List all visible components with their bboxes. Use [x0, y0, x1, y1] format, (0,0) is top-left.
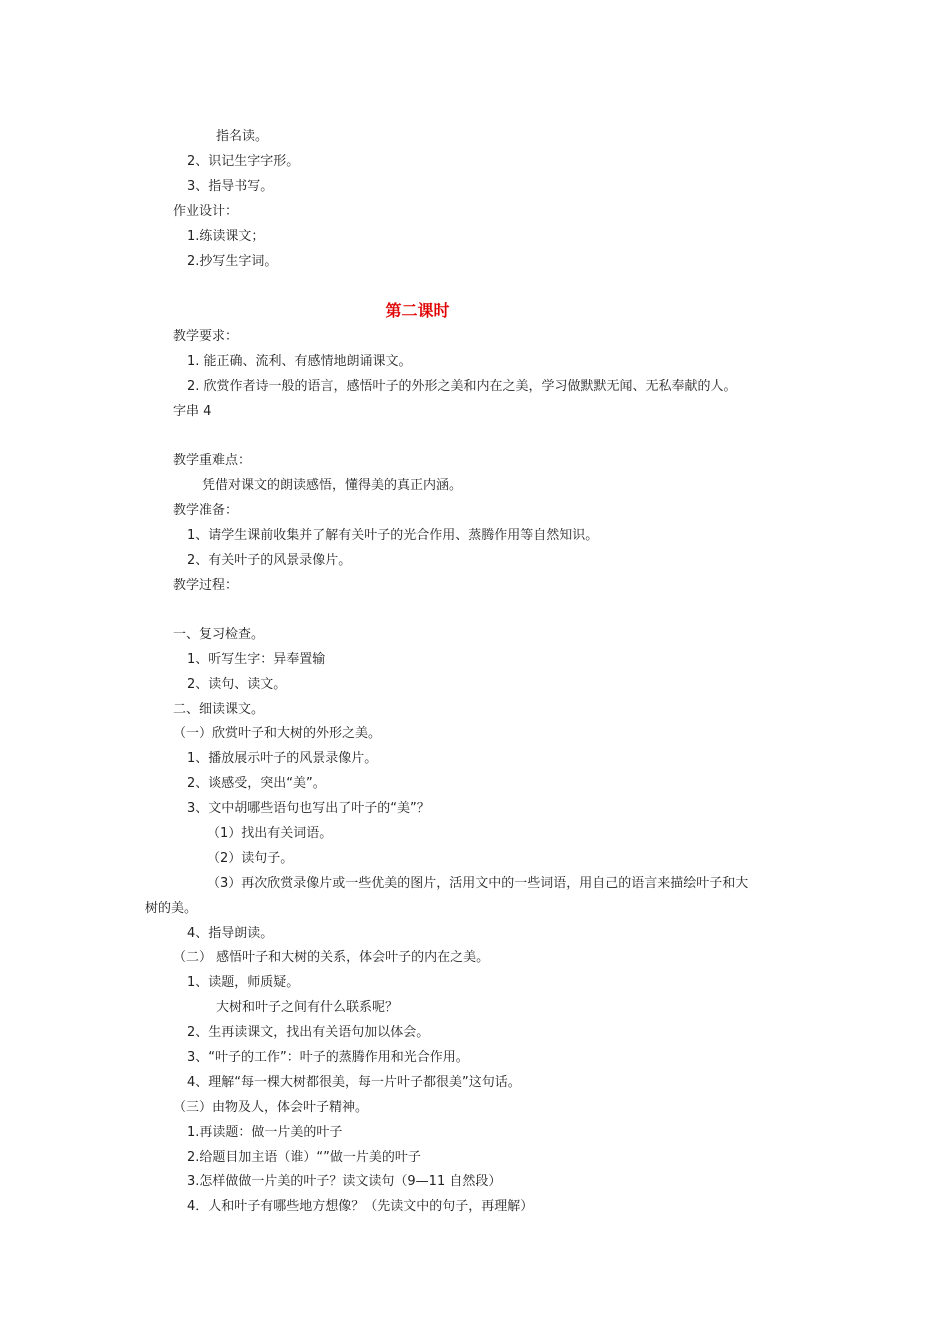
- list-item: 1. 能正确、流利、有感情地朗诵课文。: [187, 354, 412, 369]
- text-line: 2.抄写生字词。: [187, 254, 278, 269]
- process-line: 二、细读课文。: [173, 702, 265, 717]
- process-line: 4、理解“每一棵大树都很美，每一片叶子都很美”这句话。: [187, 1075, 521, 1090]
- process-line: 3.怎样做做一片美的叶子？读文读句（9—11 自然段）: [187, 1174, 502, 1189]
- note-text: 字串 4: [173, 404, 212, 419]
- process-line: （1）找出有关词语。: [207, 826, 333, 841]
- process-line: 3、文中胡哪些语句也写出了叶子的“美”？: [187, 801, 430, 816]
- process-line: 一、复习检查。: [173, 627, 265, 642]
- process-line: 1、听写生字：异奉置输: [187, 652, 326, 667]
- process-line: （一）欣赏叶子和大树的外形之美。: [173, 726, 382, 741]
- section-heading: 教学过程：: [173, 578, 239, 593]
- process-line: 2、谈感受，突出“美”。: [187, 776, 326, 791]
- section-heading: 教学准备：: [173, 503, 239, 518]
- text-line: 作业设计：: [173, 204, 239, 219]
- process-line: （三）由物及人，体会叶子精神。: [173, 1100, 369, 1115]
- process-line: 2、生再读课文，找出有关语句加以体会。: [187, 1025, 430, 1040]
- process-line: 树的美。: [145, 901, 198, 916]
- process-line: 2.给题目加主语（谁）“”做一片美的叶子: [187, 1150, 421, 1165]
- process-line: 1、播放展示叶子的风景录像片。: [187, 751, 378, 766]
- process-line: （二） 感悟叶子和大树的关系，体会叶子的内在之美。: [173, 950, 490, 965]
- text-line: 2、识记生字字形。: [187, 154, 300, 169]
- list-item: 2、有关叶子的风景录像片。: [187, 553, 352, 568]
- process-line: 1.再读题：做一片美的叶子: [187, 1125, 343, 1140]
- process-line: （3）再次欣赏录像片或一些优美的图片，活用文中的一些词语，用自己的语言来描绘叶子和大: [207, 876, 749, 891]
- list-item: 1、请学生课前收集并了解有关叶子的光合作用、蒸腾作用等自然知识。: [187, 528, 599, 543]
- process-line: 1、读题，师质疑。: [187, 975, 300, 990]
- process-line: 3、“叶子的工作”：叶子的蒸腾作用和光合作用。: [187, 1050, 469, 1065]
- process-line: 4．人和叶子有哪些地方想像？（先读文中的句子，再理解）: [187, 1199, 534, 1214]
- process-line: （2）读句子。: [207, 851, 294, 866]
- process-line: 4、指导朗读。: [187, 926, 274, 941]
- process-line: 大树和叶子之间有什么联系呢？: [216, 1000, 399, 1015]
- text-line: 指名读。: [216, 129, 269, 144]
- list-item: 2. 欣赏作者诗一般的语言，感悟叶子的外形之美和内在之美，学习做默默无闻、无私奉献的人。: [187, 379, 737, 394]
- section-heading: 教学重难点：: [173, 453, 252, 468]
- section-title: 第二课时: [385, 301, 450, 320]
- text-line: 1.练读课文；: [187, 229, 265, 244]
- process-line: 2、读句、读文。: [187, 677, 287, 692]
- paragraph: 凭借对课文的朗读感悟，懂得美的真正内涵。: [202, 478, 463, 493]
- section-heading: 教学要求：: [173, 329, 239, 344]
- text-line: 3、指导书写。: [187, 179, 274, 194]
